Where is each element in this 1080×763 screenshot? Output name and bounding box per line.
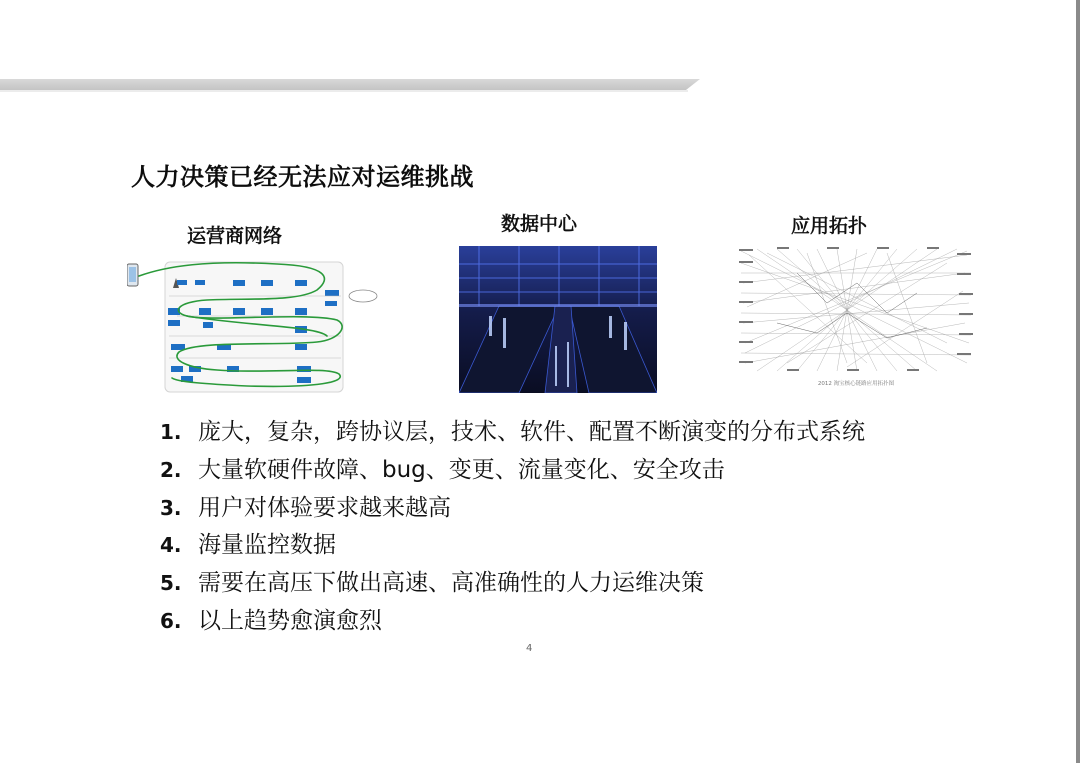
header-band (0, 79, 700, 90)
caption-datacenter: 数据中心 (501, 213, 578, 235)
datacenter-image (459, 246, 657, 393)
page-number: 4 (526, 643, 533, 654)
challenge-list (160, 414, 865, 641)
slide-right-edge (1076, 0, 1080, 763)
list-text: 用户对体验要求越来越高 (198, 494, 451, 521)
list-number: 3. (160, 495, 182, 520)
header-band-shadow (0, 90, 688, 92)
list-text: 庞大，复杂，跨协议层，技术、软件、配置不断演变的分布式系统 (198, 419, 865, 445)
list-number: 1. (160, 420, 182, 444)
list-item (160, 603, 865, 641)
list-item (160, 414, 865, 452)
list-number: 6. (160, 608, 182, 633)
list-text: 海量监控数据 (198, 532, 336, 559)
network-diagram-image (127, 256, 385, 396)
list-number: 5. (160, 571, 182, 596)
list-text: 以上趋势愈演愈烈 (198, 607, 382, 634)
list-text: 需要在高压下做出高速、高准确性的人力运维决策 (198, 570, 704, 597)
list-number: 4. (160, 533, 182, 558)
list-item (160, 490, 865, 528)
topology-graph-image (737, 243, 975, 393)
caption-carrier-network: 运营商网络 (187, 225, 283, 247)
list-item (160, 565, 865, 603)
slide-title: 人力决策已经无法应对运维挑战 (131, 163, 474, 191)
list-item (160, 452, 865, 490)
list-text: 大量软硬件故障、bug、变更、流量变化、安全攻击 (198, 456, 725, 483)
topology-footnote: 2012 淘宝核心链路应用拓扑图 (817, 381, 895, 387)
list-number: 2. (160, 457, 182, 482)
list-item (160, 527, 865, 565)
caption-app-topology: 应用拓扑 (791, 215, 868, 237)
